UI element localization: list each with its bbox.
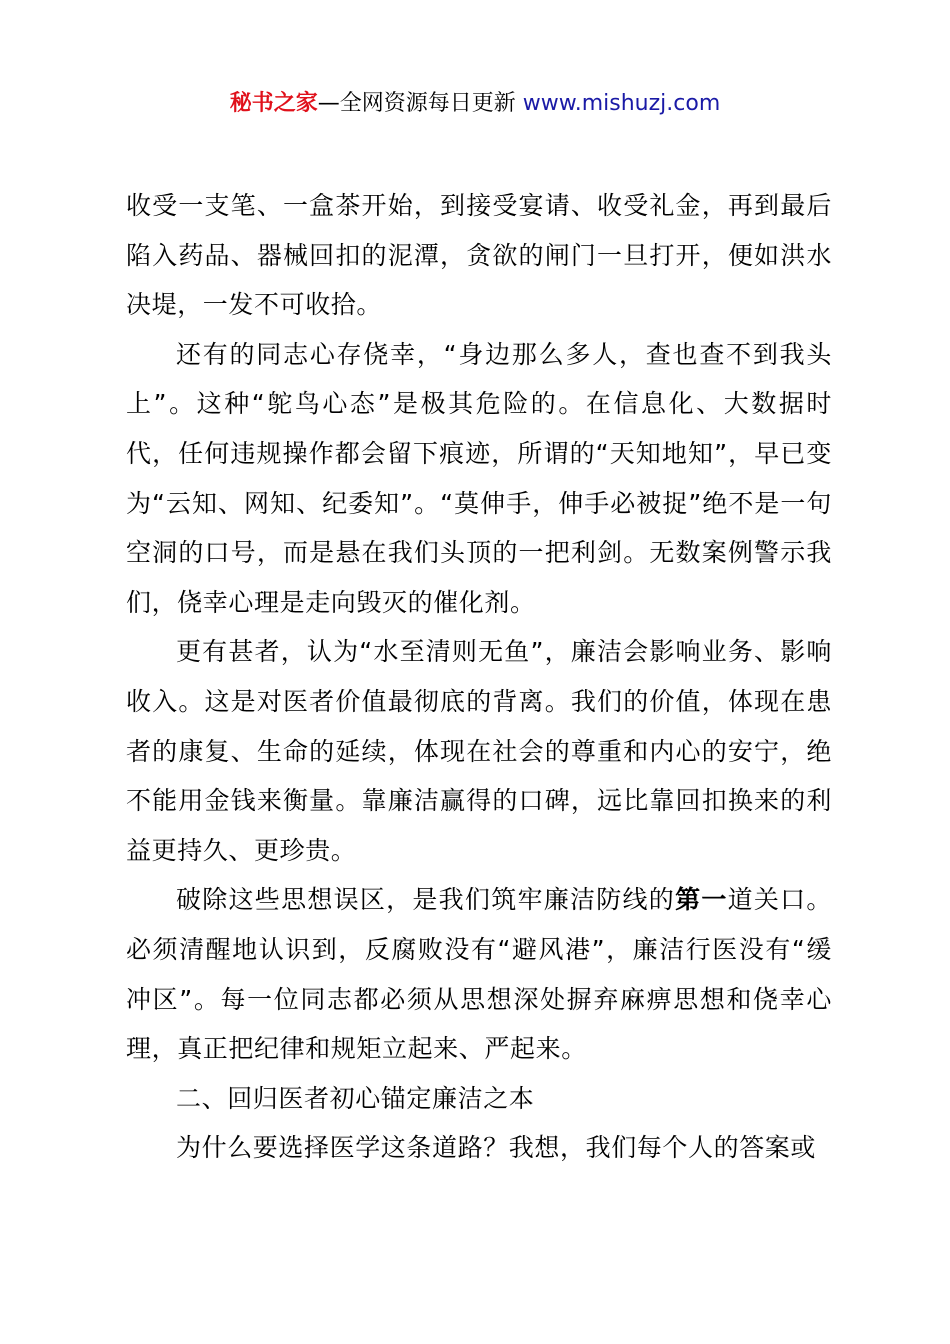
paragraph-first-gate-bold: 第一 bbox=[675, 885, 728, 915]
header-brand: 秘书之家 bbox=[229, 91, 318, 116]
paragraph-why-medicine: 为什么要选择医学这条道路？我想，我们每个人的答案或 bbox=[176, 1133, 817, 1163]
section-heading: 二、回归医者初心锚定廉洁之本 bbox=[176, 1083, 535, 1113]
paragraph-doctor-value: 更有甚者，认为“水至清则无鱼”，廉洁会影响业务、影响收入。这是对医者价值最彻底的背离。我们的价值，体现在患者的康复、生命的延续，体现在社会的尊重和内心的安宁，绝不能用金钱来衡量。靠廉洁赢得的口碑，远比靠回扣换来的利益更持久、更珍贵。 bbox=[126, 637, 832, 865]
header-url[interactable]: www.mishuzj.com bbox=[522, 91, 721, 116]
page-header bbox=[0, 88, 950, 120]
paragraph-first-gate-after: 道关口。必须清醒地认识到，反腐败没有“避风港”，廉洁行医没有“缓冲区”。每一位同志都必须从思想深处摒弃麻痹思想和侥幸心理，真正把纪律和规矩立起来、严起来。 bbox=[126, 885, 833, 1064]
paragraph-first-gate-before: 破除这些思想误区，是我们筑牢廉洁防线的 bbox=[176, 885, 676, 915]
document-body bbox=[126, 181, 832, 1173]
paragraph-first-gate bbox=[126, 875, 832, 1073]
header-tagline: —全网资源每日更新 bbox=[317, 91, 523, 116]
paragraph-continuation: 收受一支笔、一盒茶开始，到接受宴请、收受礼金，再到最后陷入药品、器械回扣的泥潭，贪欲的闸门一旦打开，便如洪水决堤，一发不可收拾。 bbox=[126, 191, 832, 320]
paragraph-luck-mentality: 还有的同志心存侥幸，“身边那么多人，查也查不到我头上”。这种“鸵鸟心态”是极其危险的。在信息化、大数据时代，任何违规操作都会留下痕迹，所谓的“天知地知”，早已变为“云知、网知、纪委知”。“莫伸手，伸手必被捉”绝不是一句空洞的口号，而是悬在我们头顶的一把利剑。无数案例警示我们，侥幸心理是走向毁灭的催化剂。 bbox=[126, 339, 832, 617]
